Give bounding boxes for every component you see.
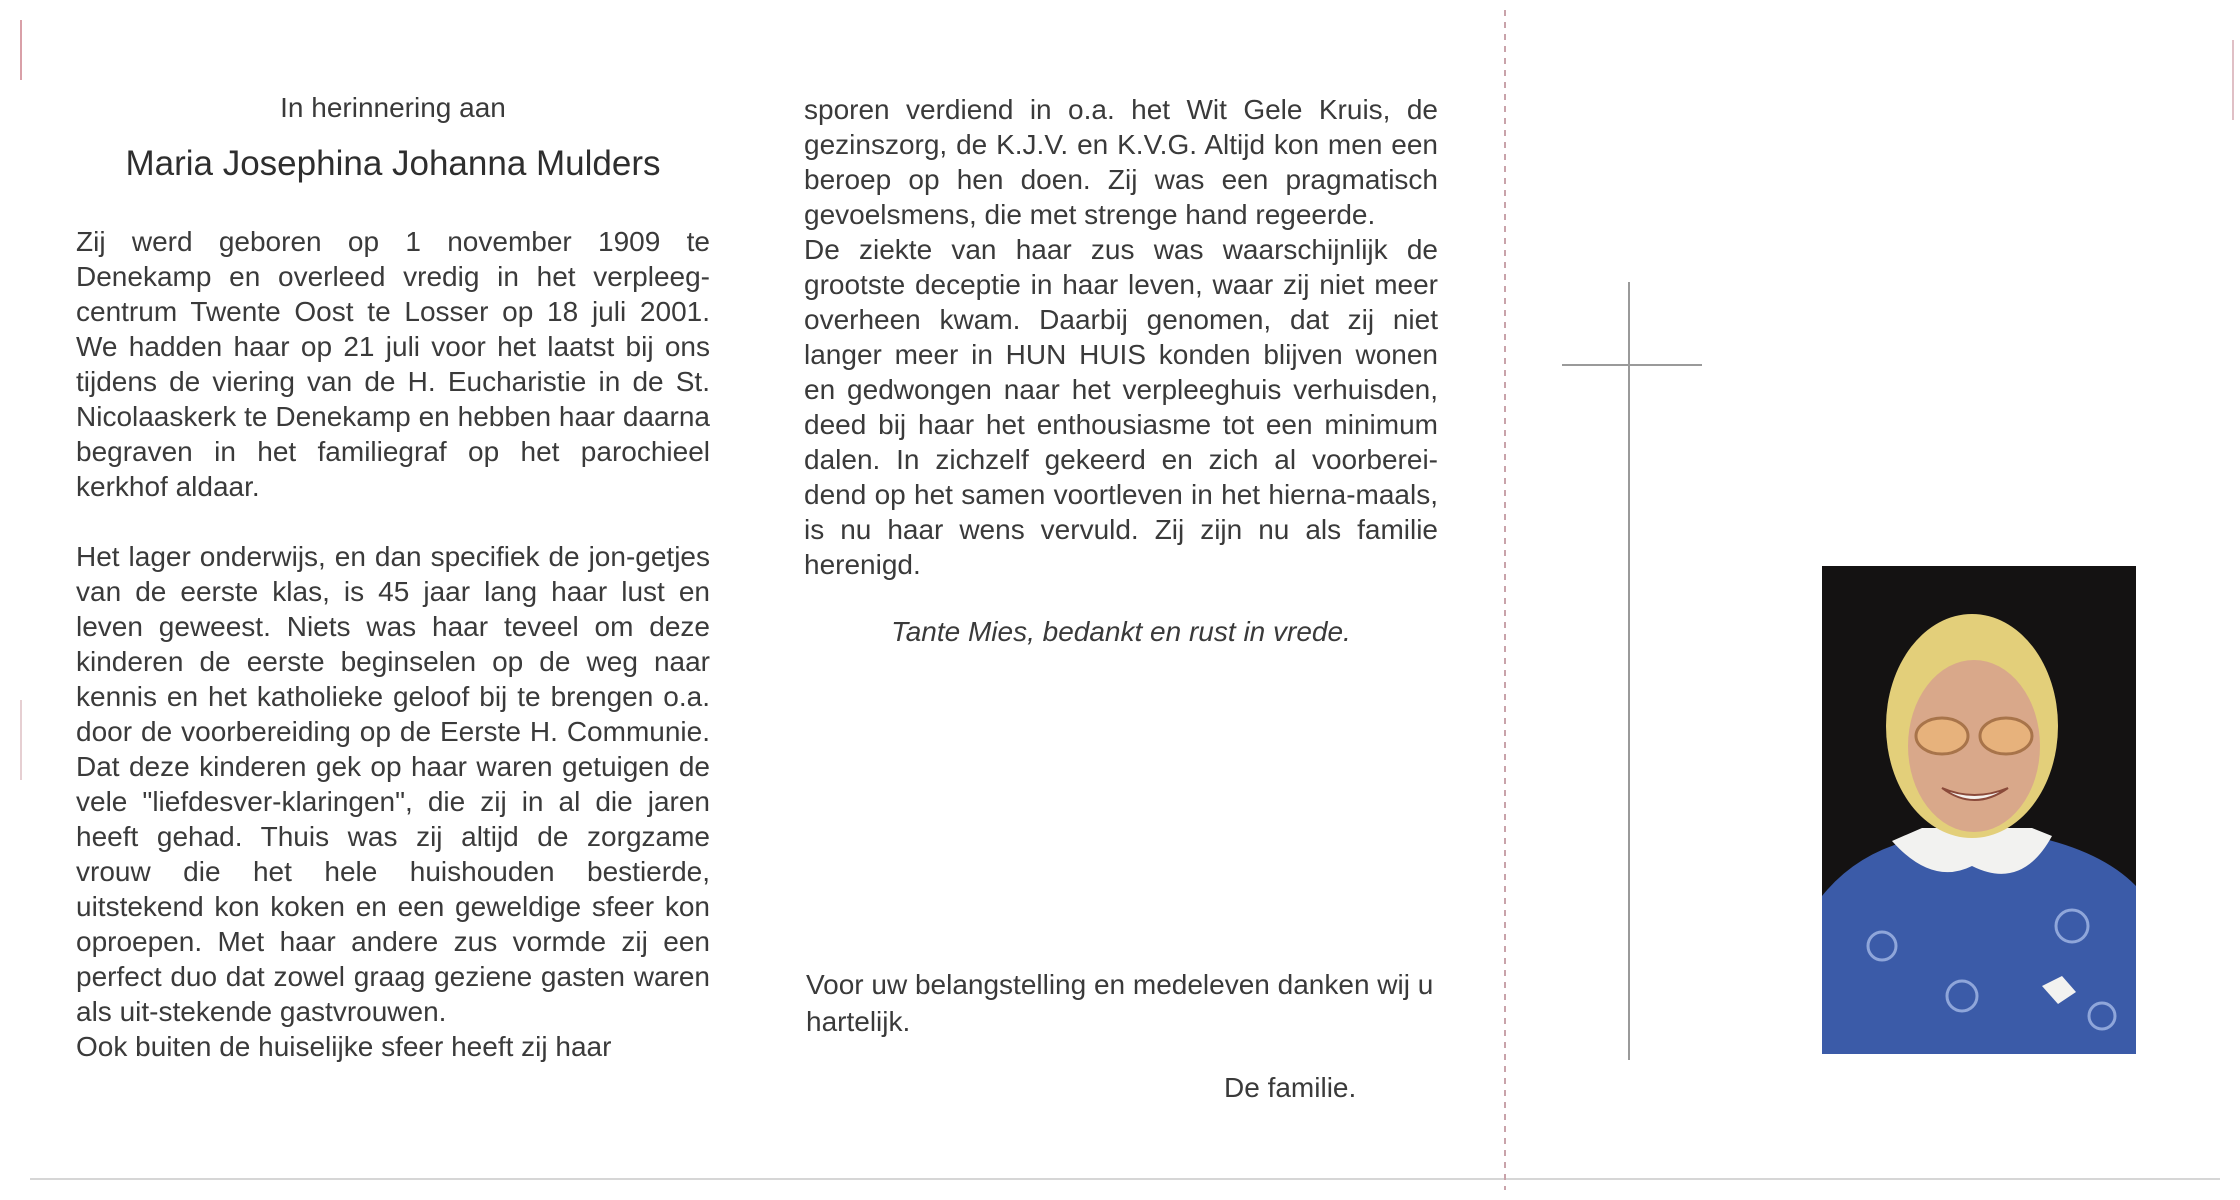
life-paragraph: Het lager onderwijs, en dan specifiek de jon-getjes van de eerste klas, is 45 jaar lang haar lust en leven geweest. Niets was haar teveel om deze kinderen de eerste beginselen op de weg naar kennis en het katholieke geloof bij te brengen o.a. door de voorbereiding op de Eerste H. Communie. Dat deze kinderen gek op haar waren getuigen de vele "liefdesver-klaringen", die zij in al die jaren heeft gehad. Thuis was zij altijd de zorgzame vrouw die het hele huishouden bestierde, uitstekend kon koken en een geweldige sfeer kon oproepen. Met haar andere zus vormde zij een perfect duo dat zowel graag geziene gasten waren als uit-stekende gastvrouwen.: [76, 541, 710, 1027]
signoff-text: De familie.: [1224, 1072, 1357, 1103]
middle-text-column: [804, 92, 1438, 582]
service-paragraph: sporen verdiend in o.a. het Wit Gele Kruis, de gezinszorg, de K.J.V. en K.V.G. Altijd kon men een beroep op hen doen. Zij was een pragmatisch gevoelsmens, die met strenge hand regeerde.: [804, 94, 1438, 230]
deceased-name: Maria Josephina Johanna Mulders: [125, 144, 661, 183]
illness-paragraph: De ziekte van haar zus was waarschijnlijk de grootste deceptie in haar leven, waar zij niet meer overheen kwam. Daarbij genomen, dat zij niet langer meer in HUN HUIS konden blijven wonen en gedwongen naar het verpleeghuis verhuisden, deed bij haar het enthousiasme tot een minimum dalen. In zichzelf gekeerd en zich al voorberei-dend op het samen voortleven in het hierna-maals, is nu haar wens vervuld. Zij zijn nu als familie herenigd.: [804, 234, 1438, 580]
portrait-illustration: [1822, 566, 2136, 1054]
card-bottom-edge: [30, 1178, 2220, 1180]
intro-text: In herinnering aan: [280, 92, 506, 123]
card-edge-mark: [20, 20, 22, 80]
cross-icon: [1628, 282, 1630, 1060]
continuation-paragraph: Ook buiten de huiselijke sfeer heeft zij haar: [76, 1031, 612, 1062]
card-edge-mark: [20, 700, 22, 780]
birth-death-paragraph: Zij werd geboren op 1 november 1909 te Denekamp en overleed vredig in het verpleeg-centrum Twente Oost te Losser op 18 juli 2001. We hadden haar op 21 juli voor het laatst bij ons tijdens de viering van de H. Eucharistie in de St. Nicolaaskerk te Denekamp en hebben haar daarna begraven in het familiegraf op het parochieel kerkhof aldaar.: [76, 226, 710, 502]
left-text-column: [76, 224, 710, 1064]
cross-icon-bar: [1562, 364, 1702, 366]
thanks-text: Voor uw belangstelling en medeleven danken wij u hartelijk.: [806, 969, 1434, 1037]
portrait-photo: [1822, 566, 2136, 1054]
farewell-quote: Tante Mies, bedankt en rust in vrede.: [891, 616, 1351, 647]
card-fold-line: [1504, 10, 1506, 1190]
card-edge-mark: [2232, 40, 2234, 120]
